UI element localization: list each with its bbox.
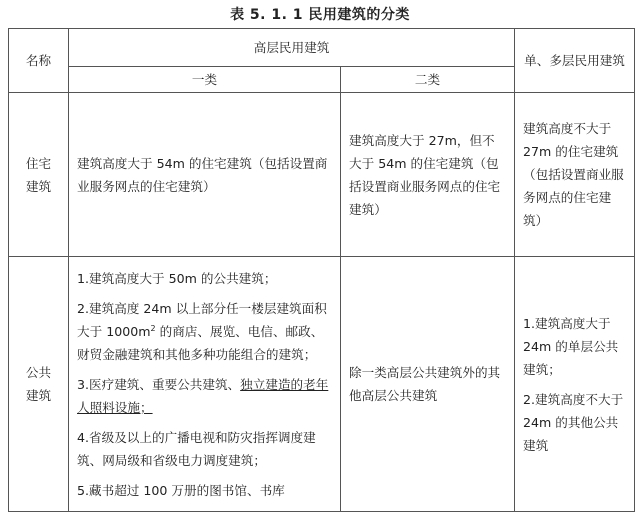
header-class2: 二类	[341, 67, 515, 93]
header-single-multi: 单、多层民用建筑	[515, 29, 635, 93]
public-class1	[69, 257, 341, 512]
row-name-residential-line1: 住宅	[25, 155, 52, 171]
public-class1-item-5: 5.藏书超过 100 万册的图书馆、书库	[77, 482, 285, 498]
public-class1-item-3-text-a: 3.医疗建筑、重要公共建筑、	[77, 376, 241, 392]
public-class1-item-4: 4.省级及以上的广播电视和防灾指挥调度建筑、网局级和省级电力调度建筑；	[77, 429, 316, 468]
row-name-public-line2: 建筑	[25, 388, 52, 403]
building-classification-table	[8, 28, 635, 512]
public-class1-item-1: 1.建筑高度大于 50m 的公共建筑；	[77, 270, 277, 286]
table-row-public	[9, 257, 635, 512]
public-class1-item-2-superscript: 2	[150, 323, 156, 333]
residential-class2: 建筑高度大于 27m，但不大于 54m 的住宅建筑（包括设置商业服务网点的住宅建筑）	[341, 93, 515, 257]
residential-single-multi: 建筑高度不大于 27m 的住宅建筑（包括设置商业服务网点的住宅建筑）	[515, 93, 635, 257]
row-name-public-line1: 公共	[25, 365, 52, 380]
public-class1-item-3	[77, 373, 332, 419]
public-class1-item-2	[77, 297, 332, 366]
residential-class1: 建筑高度大于 54m 的住宅建筑（包括设置商业服务网点的住宅建筑）	[69, 93, 341, 257]
public-single-multi-item-2: 2.建筑高度不大于 24m 的其他公共建筑	[523, 391, 624, 453]
public-class1-item-2-text-a: 2.建筑高度 24m 以上部分任一楼层建筑面积大于 1000m	[77, 300, 327, 339]
header-class1: 一类	[69, 67, 341, 93]
row-name-residential-line2: 建筑	[25, 178, 52, 194]
public-single-multi	[515, 257, 635, 512]
public-single-multi-item-1: 1.建筑高度大于 24m 的单层公共建筑；	[523, 315, 619, 377]
table-row-residential	[9, 93, 635, 257]
table-title: 表 5. 1. 1 民用建筑的分类	[230, 7, 410, 23]
public-class1-item-2-text-b: 的商店、展览、电信、邮政、财贸金融建筑和其他多种功能组合的建筑；	[77, 323, 324, 362]
public-class2: 除一类高层公共建筑外的其他高层公共建筑	[341, 257, 515, 512]
public-class1-item-3-underlined: 独立建造的老年人照料设施；	[77, 376, 329, 415]
row-name-public	[9, 257, 69, 512]
header-name: 名称	[9, 29, 69, 93]
header-high-rise: 高层民用建筑	[69, 29, 515, 67]
row-name-residential	[9, 93, 69, 257]
